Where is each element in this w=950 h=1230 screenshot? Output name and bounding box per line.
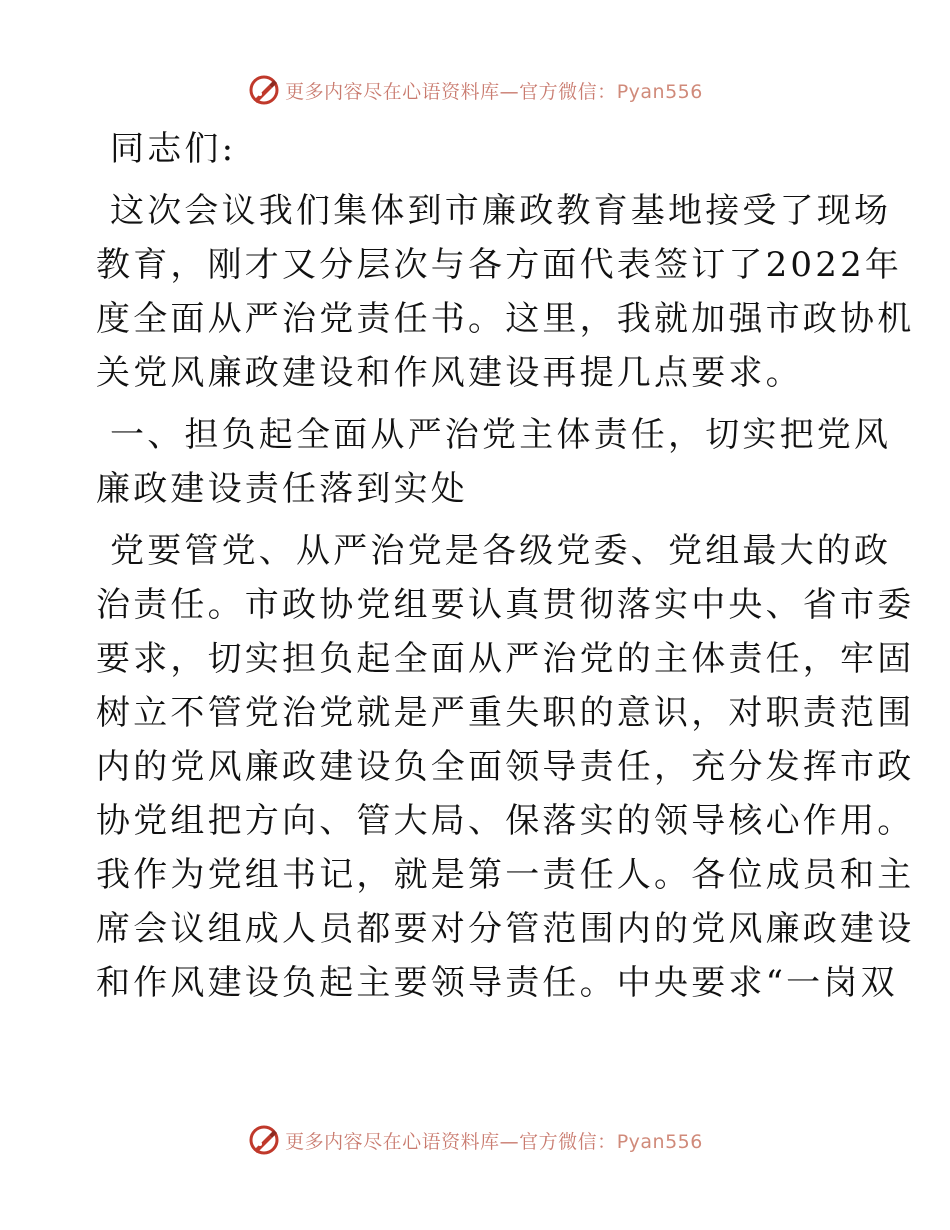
paragraph-line: 我作为党组书记，就是第一责任人。各位成员和主 — [96, 855, 915, 895]
paragraph-line: 度全面从严治党责任书。这里，我就加强市政协机 — [96, 299, 915, 339]
watermark-separator: — — [499, 1130, 520, 1153]
salutation: 同志们: — [110, 129, 237, 169]
paragraph-line: 关党风廉政建设和作风建设再提几点要求。 — [96, 353, 803, 393]
pen-logo-icon — [247, 1123, 281, 1157]
paragraph-line: 树立不管党治党就是严重失职的意识，对职责范围 — [96, 693, 915, 733]
footer-watermark — [0, 1120, 950, 1160]
watermark-official-label: 官方微信： — [519, 1130, 617, 1153]
paragraph-line: 党要管党、从严治党是各级党委、党组最大的政 — [110, 531, 892, 571]
watermark-account: Pyan556 — [616, 80, 703, 103]
paragraph-line: 席会议组成人员都要对分管范围内的党风廉政建设 — [96, 909, 915, 949]
paragraph-2 — [96, 524, 915, 1010]
paragraph-line: 要求，切实担负起全面从严治党的主体责任，牢固 — [96, 639, 915, 679]
watermark-brand: 更多内容尽在心语资料库 — [285, 80, 500, 103]
paragraph-line: 教育，刚才又分层次与各方面代表签订了2022年 — [96, 245, 903, 285]
section-heading-1 — [96, 408, 892, 516]
paragraph-line: 内的党风廉政建设负全面领导责任，充分发挥市政 — [96, 747, 915, 787]
paragraph-line: 治责任。市政协党组要认真贯彻落实中央、省市委 — [96, 585, 915, 625]
document-body — [96, 122, 915, 1010]
header-watermark — [0, 70, 950, 110]
watermark-account: Pyan556 — [616, 1130, 703, 1153]
paragraph-1 — [96, 184, 915, 400]
pen-logo-icon — [247, 73, 281, 107]
watermark-text — [285, 77, 703, 104]
heading-line: 一、担负起全面从严治党主体责任，切实把党风 — [110, 415, 892, 455]
watermark-brand: 更多内容尽在心语资料库 — [285, 1130, 500, 1153]
heading-line: 廉政建设责任落到实处 — [96, 469, 468, 509]
watermark-official-label: 官方微信： — [519, 80, 617, 103]
watermark-separator: — — [499, 80, 520, 103]
paragraph-line: 和作风建设负起主要领导责任。中央要求“一岗双 — [96, 963, 898, 1003]
watermark-text — [285, 1127, 703, 1154]
paragraph-line: 协党组把方向、管大局、保落实的领导核心作用。 — [96, 801, 915, 841]
paragraph-line: 这次会议我们集体到市廉政教育基地接受了现场 — [110, 191, 892, 231]
